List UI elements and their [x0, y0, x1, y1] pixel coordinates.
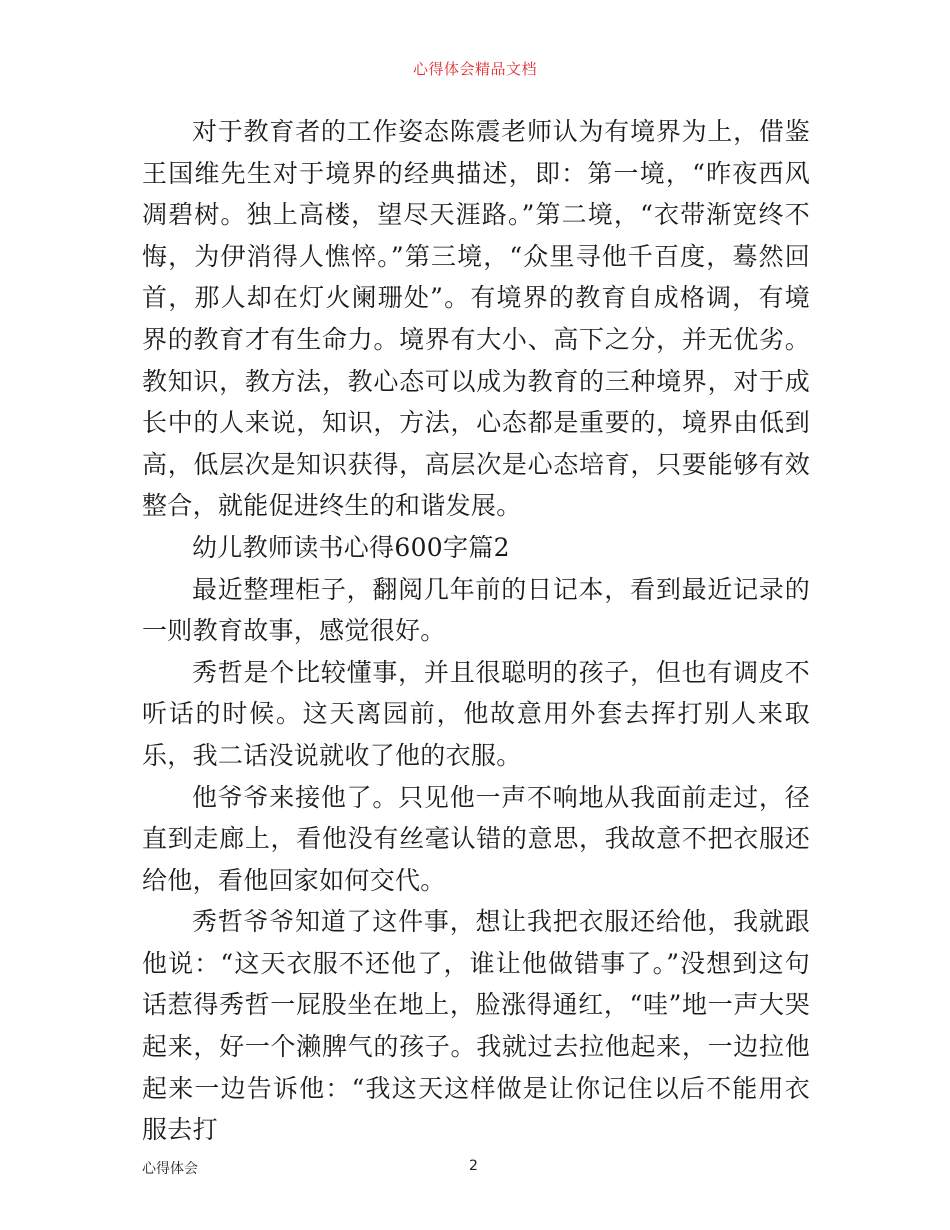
page-header: 心得体会精品文档	[412, 60, 537, 78]
footer-label: 心得体会	[142, 1161, 198, 1177]
paragraph: 对于教育者的工作姿态陈震老师认为有境界为上，借鉴王国维先生对于境界的经典描述，即：第一境，“昨夜西风凋碧树。独上高楼，望尽天涯路。”第二境，“衣带渐宽终不悔，为伊消得人憔悴。”第三境，“众里寻他千百度，蓦然回首，那人却在灯火阑珊处”。有境界的教育自成格调，有境界的教育才有生命力。境界有大小、高下之分，并无优劣。教知识，教方法，教心态可以成为教育的三种境界，对于成长中的人来说，知识，方法，心态都是重要的，境界由低到高，低层次是知识获得，高层次是心态培育，只要能够有效整合，就能促进终生的和谐发展。	[142, 117, 810, 521]
page-number: 2	[469, 1158, 478, 1174]
paragraph: 他爷爷来接他了。只见他一声不响地从我面前走过，径直到走廊上，看他没有丝毫认错的意思，我故意不把衣服还给他，看他回家如何交代。	[142, 782, 810, 895]
paragraph: 秀哲是个比较懂事，并且很聪明的孩子，但也有调皮不听话的时候。这天离园前，他故意用外套去挥打别人来取乐，我二话没说就收了他的衣服。	[142, 657, 810, 770]
paragraph: 最近整理柜子，翻阅几年前的日记本，看到最近记录的一则教育故事，感觉很好。	[142, 574, 810, 646]
section-heading: 幼儿教师读书心得600字篇2	[192, 532, 510, 562]
document-body	[142, 111, 810, 1151]
paragraph: 秀哲爷爷知道了这件事，想让我把衣服还给他，我就跟他说：“这天衣服不还他了，谁让他做错事了。”没想到这句话惹得秀哲一屁股坐在地上，脸涨得通红，“哇”地一声大哭起来，好一个濑脾气的孩子。我就过去拉他起来，一边拉他起来一边告诉他：“我这天这样做是让你记住以后不能用衣服去打	[142, 907, 810, 1145]
